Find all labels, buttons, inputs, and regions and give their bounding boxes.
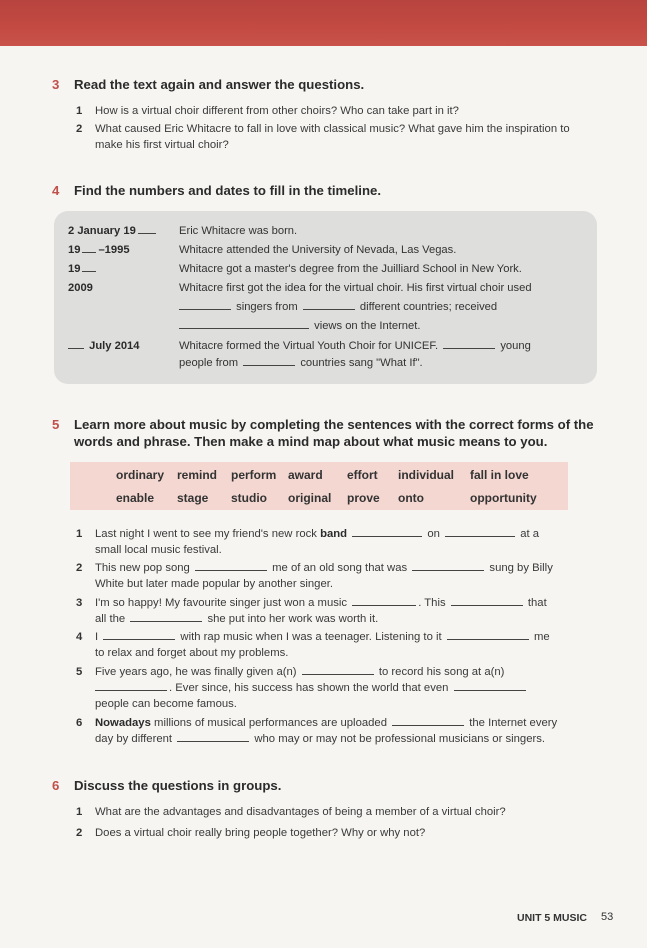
timeline-event: Whitacre first got the idea for the virtual choir. His first virtual choir used (179, 282, 532, 294)
answer-blank[interactable] (179, 309, 231, 310)
word-bank-item: prove (347, 491, 380, 505)
section-4-title: Find the numbers and dates to fill in the timeline. (74, 183, 382, 198)
sentence-number: 2 (76, 562, 83, 574)
answer-blank[interactable] (447, 639, 529, 640)
question-text: What are the advantages and disadvantages of being a member of a virtual choir? (95, 806, 506, 818)
question-text: What caused Eric Whitacre to fall in love with classical music? What gave him the inspiration to make his first virtual choir? (95, 123, 570, 151)
answer-blank[interactable] (243, 365, 295, 366)
sentence-1 (76, 526, 585, 558)
page-number: 53 (601, 911, 614, 923)
sentence-6 (76, 715, 585, 747)
section-4-number: 4 (52, 183, 60, 198)
answer-blank[interactable] (82, 271, 96, 272)
sentence-5 (76, 664, 585, 712)
section-3-question-2 (76, 121, 597, 153)
timeline-date: 19 –1995 (68, 244, 130, 256)
question-number: 1 (76, 105, 83, 117)
section-6-question-1 (76, 804, 597, 820)
answer-blank[interactable] (103, 639, 175, 640)
timeline-date: 19 (68, 261, 98, 278)
answer-blank[interactable] (68, 348, 84, 349)
section-3-heading (52, 76, 607, 93)
timeline-text: views on the Internet. (314, 320, 421, 332)
section-6-heading (52, 777, 607, 794)
timeline-event: Eric Whitacre was born. (179, 225, 298, 237)
word-bank-item: fall in love (470, 468, 529, 482)
word-bank-item: enable (116, 491, 155, 505)
timeline-text: singers from (236, 301, 298, 313)
sentence-number: 4 (76, 631, 83, 643)
timeline-row-4-line-3 (179, 318, 589, 335)
answer-blank[interactable] (392, 725, 464, 726)
sentence-4 (76, 629, 585, 661)
word-bank-item: studio (231, 491, 267, 505)
top-color-band (0, 0, 647, 46)
sentence-text: Nowadays millions of musical performances are uploaded the Internet every day by different who may or may not be professional musicians or singers. (95, 717, 558, 745)
answer-blank[interactable] (303, 309, 355, 310)
answer-blank[interactable] (302, 674, 374, 675)
section-5-number: 5 (52, 417, 60, 432)
question-number: 2 (76, 123, 83, 135)
section-5-title: Learn more about music by completing the sentences with the correct forms of the words and phrase. Then make a mind map about what music means to you. (74, 417, 594, 449)
word-bank-item: onto (398, 491, 424, 505)
sentence-2 (76, 560, 585, 592)
sentence-3 (76, 595, 585, 627)
word-bank-item: original (288, 491, 332, 505)
sentence-number: 3 (76, 597, 83, 609)
section-3-number: 3 (52, 77, 60, 92)
section-6-title: Discuss the questions in groups. (74, 778, 282, 793)
sentence-text: Five years ago, he was finally given a(n) to record his song at a(n) . Ever since, his success has shown the world that even people can become famous. (95, 664, 585, 712)
section-5-heading (52, 416, 607, 450)
word-bank-item: effort (347, 468, 378, 482)
timeline-event: Whitacre attended the University of Nevada, Las Vegas. (179, 244, 457, 256)
footer-unit-label: UNIT 5 MUSIC (517, 912, 588, 924)
answer-blank[interactable] (451, 605, 523, 606)
word-bank-item: stage (177, 491, 209, 505)
sentence-number: 1 (76, 528, 83, 540)
section-4-heading (52, 182, 607, 199)
answer-blank[interactable] (177, 741, 249, 742)
sentence-number: 5 (76, 666, 83, 678)
answer-blank[interactable] (445, 536, 515, 537)
answer-blank[interactable] (82, 252, 96, 253)
question-number: 1 (76, 806, 83, 818)
word-bank-item: award (288, 468, 323, 482)
timeline-row-5-line-2 (179, 355, 589, 372)
question-text: How is a virtual choir different from other choirs? Who can take part in it? (95, 105, 459, 117)
timeline-date: July 2014 (68, 338, 140, 355)
answer-blank[interactable] (95, 690, 167, 691)
timeline-date: 2009 (68, 282, 93, 294)
question-number: 2 (76, 827, 83, 839)
timeline-event: Whitacre got a master's degree from the Juilliard School in New York. (179, 263, 522, 275)
answer-blank[interactable] (352, 605, 416, 606)
answer-blank[interactable] (195, 570, 267, 571)
answer-blank[interactable] (454, 690, 526, 691)
answer-blank[interactable] (443, 348, 495, 349)
timeline-text: countries sang "What If". (300, 357, 423, 369)
answer-blank[interactable] (138, 233, 156, 234)
word-bank-item: opportunity (470, 491, 537, 505)
sentence-text: I with rap music when I was a teenager. Listening to it me to relax and forget about my problems. (95, 631, 550, 659)
section-3-question-1 (76, 103, 597, 119)
word-bank-item: ordinary (116, 468, 165, 482)
timeline-date: 2 January 19 (68, 223, 158, 240)
timeline-text: people from (179, 357, 239, 369)
word-bank-item: remind (177, 468, 218, 482)
sentence-text: Last night I went to see my friend's new rock band on at a small local music festival. (95, 528, 540, 556)
answer-blank[interactable] (352, 536, 422, 537)
sentence-text: This new pop song me of an old song that was sung by Billy White but later made popular by another singer. (95, 562, 553, 590)
timeline-text: different countries; received (359, 301, 498, 313)
sentence-text: I'm so happy! My favourite singer just won a music . This that all the she put into her work was worth it. (95, 597, 547, 625)
answer-blank[interactable] (130, 621, 202, 622)
answer-blank[interactable] (179, 328, 309, 329)
answer-blank[interactable] (412, 570, 484, 571)
timeline-event: Whitacre formed the Virtual Youth Choir for UNICEF. young (179, 340, 531, 352)
sentence-number: 6 (76, 717, 83, 729)
word-bank-item: perform (231, 468, 277, 482)
timeline-row-4-line-2 (179, 299, 589, 316)
word-bank-item: individual (398, 468, 455, 482)
section-6-question-2 (76, 825, 597, 841)
section-6-number: 6 (52, 778, 60, 793)
section-3-title: Read the text again and answer the questions. (74, 77, 365, 92)
question-text: Does a virtual choir really bring people together? Why or why not? (95, 827, 426, 839)
